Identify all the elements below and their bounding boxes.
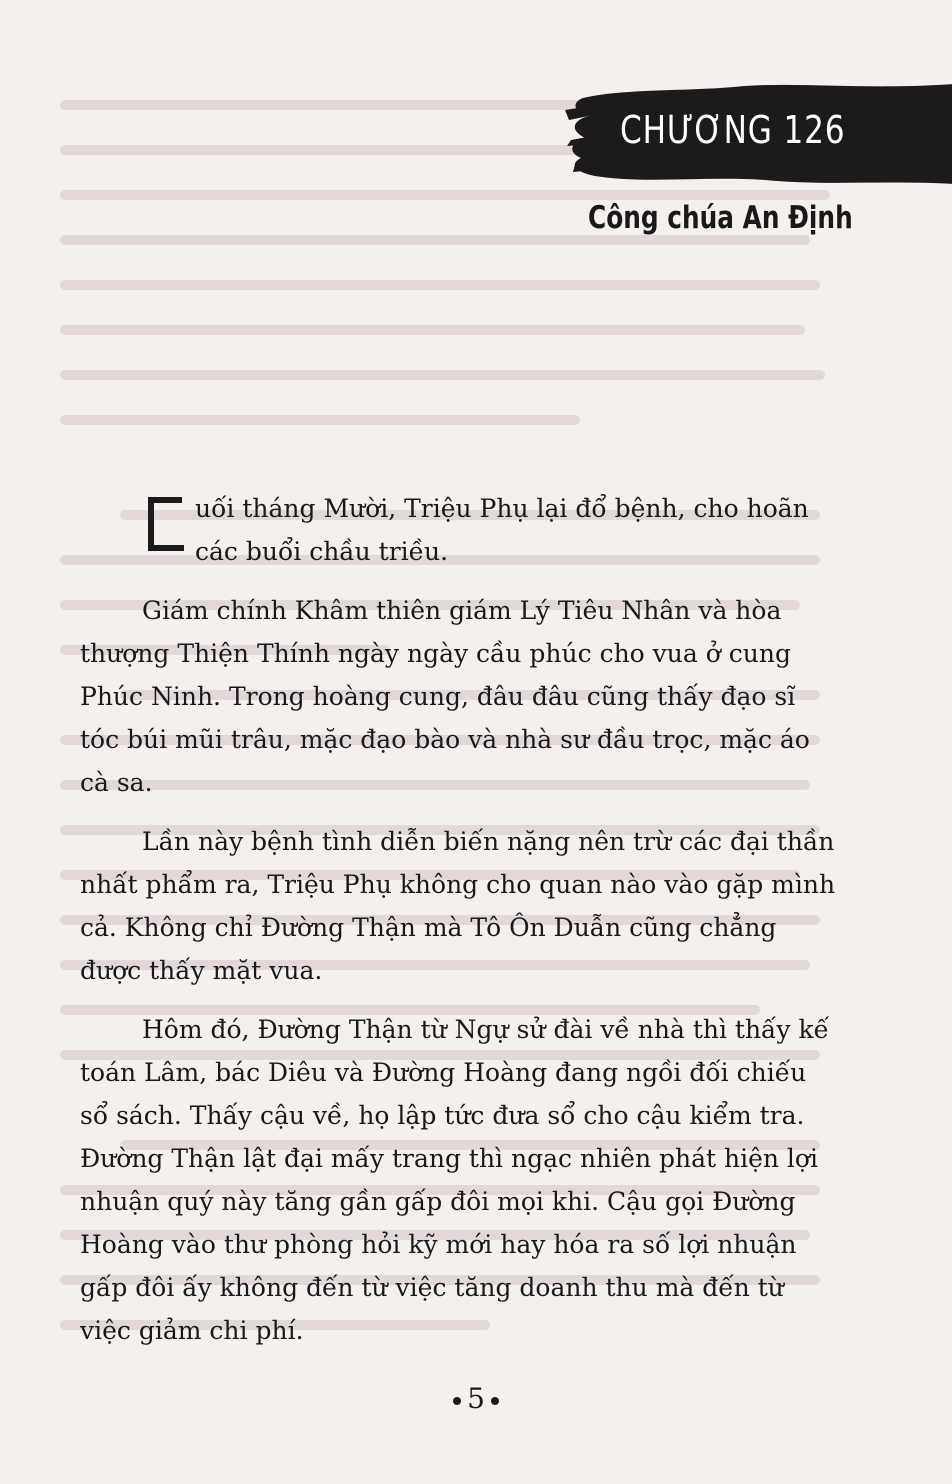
- text-line: Đường Thận lật đại mấy trang thì ngạc nhiên phát hiện lợi: [80, 1144, 818, 1173]
- text-line: sổ sách. Thấy cậu về, họ lập tức đưa sổ cho cậu kiểm tra.: [80, 1101, 805, 1130]
- text-line: Phúc Ninh. Trong hoàng cung, đâu đâu cũng thấy đạo sĩ: [80, 682, 796, 711]
- paragraph: [80, 820, 836, 992]
- paragraph: [80, 1008, 830, 1352]
- text-line: toán Lâm, bác Diêu và Đường Hoàng đang ngồi đối chiếu: [80, 1058, 807, 1087]
- text-line: Hôm đó, Đường Thận từ Ngự sử đài về nhà thì thấy kế: [142, 1015, 829, 1044]
- text-line: được thấy mặt vua.: [80, 956, 323, 985]
- text-line: gấp đôi ấy không đến từ việc tăng doanh thu mà đến từ: [80, 1273, 784, 1302]
- text-line: Lần này bệnh tình diễn biến nặng nên trừ các đại thần: [142, 827, 835, 856]
- bullet-dot-icon: [491, 1397, 499, 1405]
- chapter-number: CHƯƠNG 126: [620, 108, 846, 152]
- text-line: việc giảm chi phí.: [80, 1316, 304, 1345]
- page-number-footer: [0, 1382, 952, 1415]
- text-line: tóc búi mũi trâu, mặc đạo bào và nhà sư đầu trọc, mặc áo: [80, 725, 810, 754]
- text-line: nhuận quý này tăng gần gấp đôi mọi khi. Cậu gọi Đường: [80, 1187, 796, 1216]
- paragraph: [80, 589, 830, 804]
- paragraph: [80, 487, 830, 573]
- text-line: cả. Không chỉ Đường Thận mà Tô Ôn Duẫn cũng chẳng: [80, 913, 777, 942]
- page-number: 5: [467, 1382, 485, 1415]
- text-line: Giám chính Khâm thiên giám Lý Tiêu Nhân và hòa: [142, 596, 782, 625]
- text-line: uối tháng Mười, Triệu Phụ lại đổ bệnh, cho hoãn: [195, 494, 809, 523]
- text-line: Hoàng vào thư phòng hỏi kỹ mới hay hóa ra số lợi nhuận: [80, 1230, 797, 1259]
- text-line: cà sa.: [80, 768, 153, 797]
- text-line: các buổi chầu triều.: [195, 537, 449, 566]
- chapter-body: [80, 487, 836, 1368]
- bullet-dot-icon: [453, 1397, 461, 1405]
- text-line: nhất phẩm ra, Triệu Phụ không cho quan nào vào gặp mình: [80, 870, 836, 899]
- chapter-title: Công chúa An Định: [588, 200, 853, 236]
- text-line: thượng Thiện Thính ngày ngày cầu phúc cho vua ở cung: [80, 639, 791, 668]
